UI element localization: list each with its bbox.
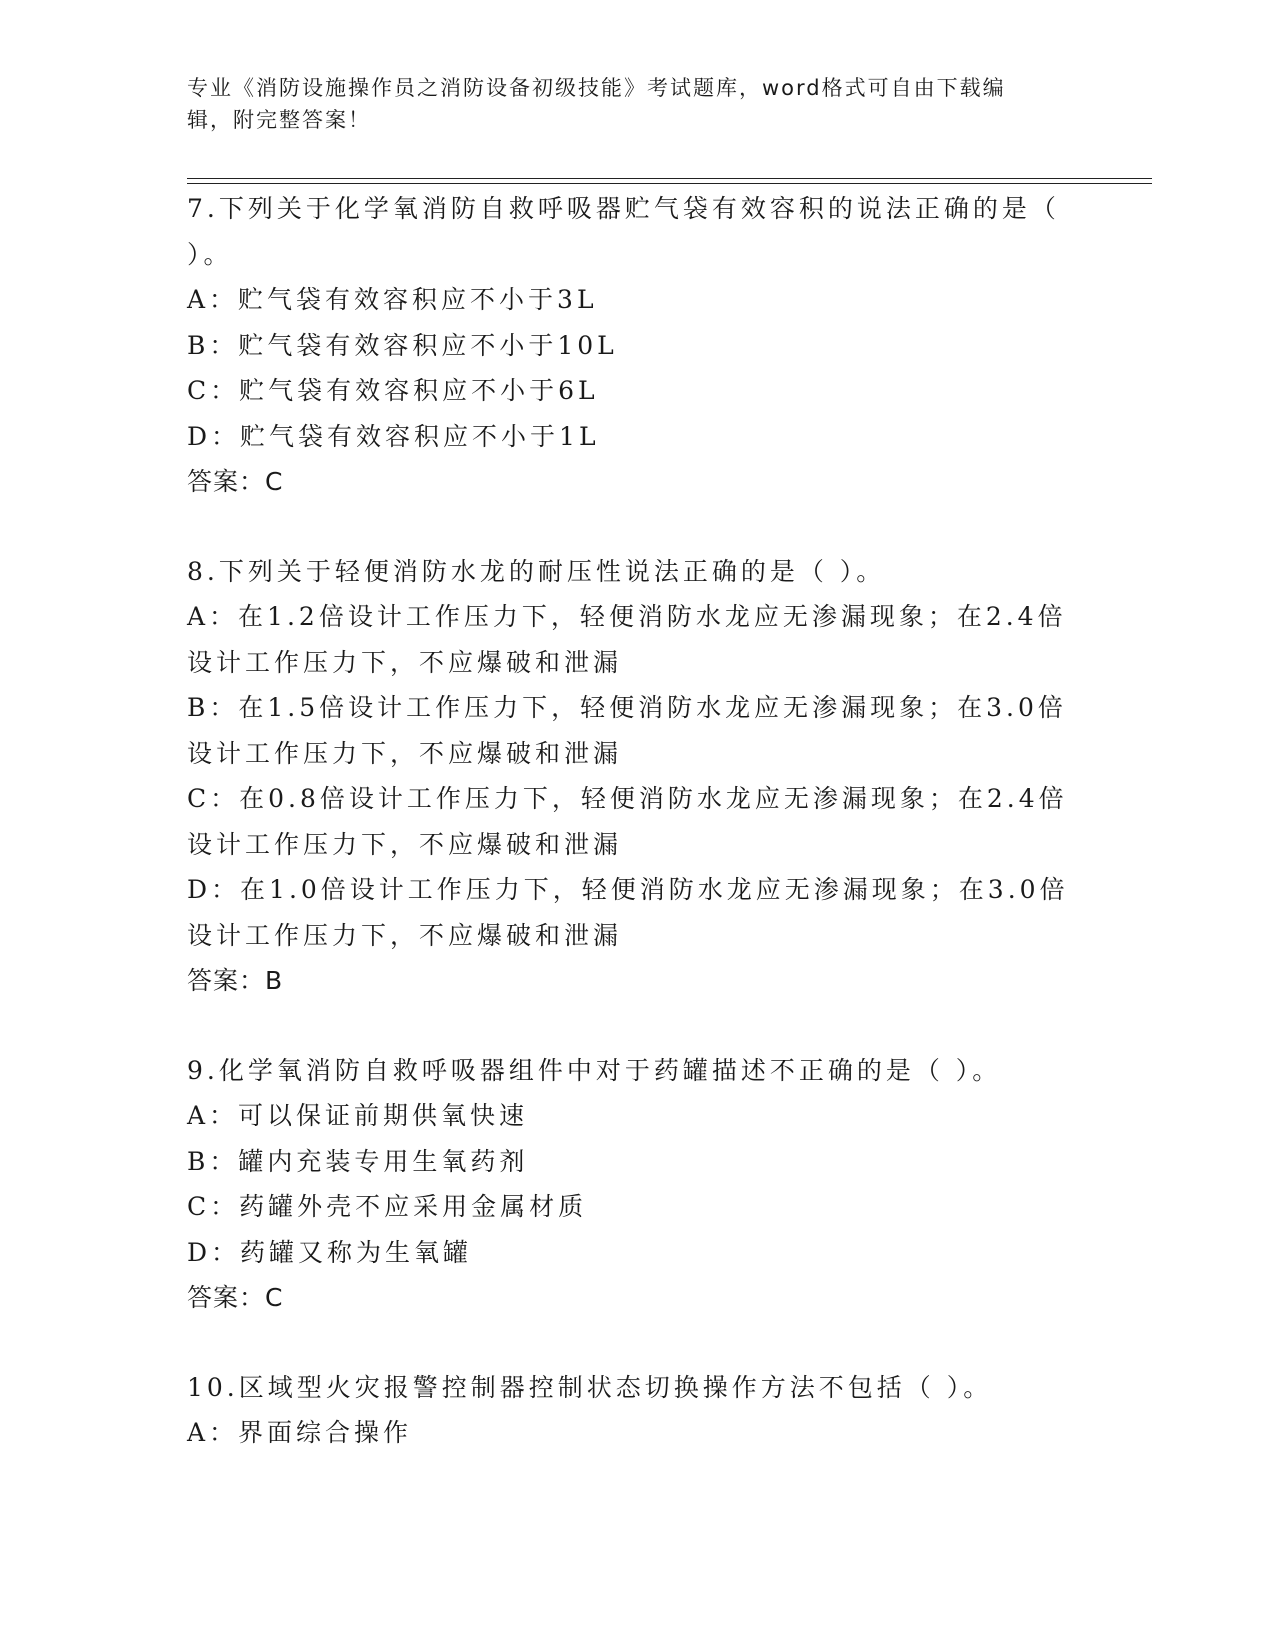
- question-spacer: [187, 1321, 1087, 1365]
- option-a: A：在1.2倍设计工作压力下，轻便消防水龙应无渗漏现象；在2.4倍: [187, 602, 1067, 631]
- answer-label: 答案：C: [187, 467, 284, 496]
- option-a: A：可以保证前期供氧快速: [187, 1101, 529, 1130]
- option-c: C：药罐外壳不应采用金属材质: [187, 1192, 588, 1221]
- option-c: C：贮气袋有效容积应不小于6L: [187, 376, 599, 405]
- question-spacer: [187, 1004, 1087, 1048]
- option-a: A：贮气袋有效容积应不小于3L: [187, 285, 598, 314]
- question-stem: 9.化学氧消防自救呼吸器组件中对于药罐描述不正确的是（ ）。: [187, 1055, 1002, 1085]
- question-stem: 8.下列关于轻便消防水龙的耐压性说法正确的是（ ）。: [187, 556, 886, 586]
- header-divider-bottom: [187, 183, 1152, 184]
- option-d: D：在1.0倍设计工作压力下，轻便消防水龙应无渗漏现象；在3.0倍: [187, 875, 1069, 904]
- option-d: D：贮气袋有效容积应不小于1L: [187, 421, 600, 451]
- question-item: [187, 1365, 1087, 1456]
- question-stem-continued: ）。: [187, 239, 233, 269]
- answer-label: 答案：C: [187, 1283, 284, 1312]
- question-stem: 7.下列关于化学氧消防自救呼吸器贮气袋有效容积的说法正确的是（: [187, 194, 1060, 223]
- header-divider-top: [187, 178, 1152, 179]
- option-b: B：罐内充装专用生氧药剂: [187, 1146, 529, 1176]
- header-line-2: 辑，附完整答案！: [187, 108, 371, 132]
- option-d-continued: 设计工作压力下，不应爆破和泄漏: [187, 920, 623, 950]
- header-line-1: 专业《消防设施操作员之消防设备初级技能》考试题库，word格式可自由下载编: [187, 76, 1006, 100]
- option-b-continued: 设计工作压力下，不应爆破和泄漏: [187, 738, 623, 768]
- option-b: B：贮气袋有效容积应不小于10L: [187, 330, 618, 360]
- answer-label: 答案：B: [187, 966, 284, 995]
- document-header: [187, 72, 1067, 136]
- option-d: D：药罐又称为生氧罐: [187, 1237, 473, 1267]
- option-a: A：界面综合操作: [187, 1418, 413, 1447]
- question-spacer: [187, 505, 1087, 549]
- question-list: [187, 186, 1087, 1456]
- option-a-continued: 设计工作压力下，不应爆破和泄漏: [187, 647, 623, 677]
- option-c: C：在0.8倍设计工作压力下，轻便消防水龙应无渗漏现象；在2.4倍: [187, 784, 1068, 813]
- question-item: [187, 186, 1087, 505]
- question-stem: 10.区域型火灾报警控制器控制状态切换操作方法不包括（ ）。: [187, 1372, 993, 1402]
- question-item: [187, 549, 1087, 1004]
- question-item: [187, 1048, 1087, 1321]
- option-b: B：在1.5倍设计工作压力下，轻便消防水龙应无渗漏现象；在3.0倍: [187, 693, 1067, 722]
- option-c-continued: 设计工作压力下，不应爆破和泄漏: [187, 829, 623, 859]
